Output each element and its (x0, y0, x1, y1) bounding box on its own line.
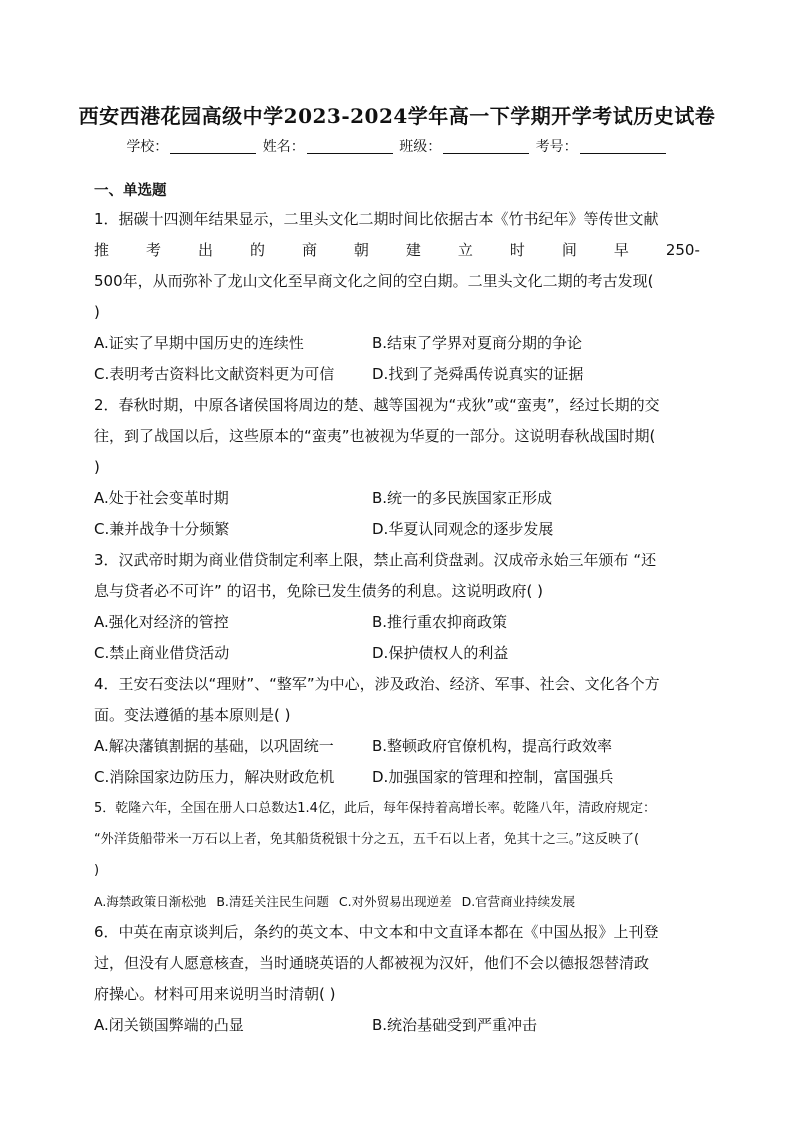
q3-options-row-1 (94, 607, 700, 638)
q1-word: 时 (509, 241, 525, 259)
q3-line-2: 息与贷者必不可许” 的诏书，免除已发生债务的利息。这说明政府( ) (94, 582, 544, 600)
q1-word: 250- (665, 241, 700, 259)
name-blank[interactable] (307, 139, 393, 154)
q1-line-4: ) (94, 303, 100, 321)
q1-option-b[interactable]: B.结束了学界对夏商分期的争论 (372, 334, 583, 352)
q4-options-row-2 (94, 762, 700, 793)
q5-options-row (94, 886, 700, 917)
q1-option-a[interactable]: A.证实了早期中国历史的连续性 (94, 334, 304, 352)
q1-word: 早 (613, 241, 629, 259)
q5-line-2: “外洋货船带米一万石以上者，免其船货税银十分之五，五千石以上者，免其十之三。”这反映了( (94, 832, 640, 847)
question-2 (94, 390, 700, 545)
q5-line-3: ) (94, 863, 100, 878)
q2-option-b[interactable]: B.统一的多民族国家正形成 (372, 489, 553, 507)
question-5 (94, 793, 700, 917)
school-label: 学校： (126, 139, 169, 155)
q2-options-row-2 (94, 514, 700, 545)
question-1 (94, 204, 700, 390)
q1-options-row-1 (94, 328, 700, 359)
q3-option-d[interactable]: D.保护债权人的利益 (372, 644, 509, 662)
exam-title: 西安西港花园高级中学2023-2024学年高一下学期开学考试历史试卷 (78, 104, 716, 128)
q6-options-row-1 (94, 1010, 700, 1041)
q1-word: 间 (561, 241, 577, 259)
q4-option-d[interactable]: D.加强国家的管理和控制，富国强兵 (372, 768, 614, 786)
q4-line-1: 4．王安石变法以“理财”、“整军”为中心，涉及政治、经济、军事、社会、文化各个方 (94, 675, 660, 693)
questions (94, 180, 700, 1041)
student-info-row (0, 136, 794, 156)
q2-option-d[interactable]: D.华夏认同观念的逐步发展 (372, 520, 554, 538)
q5-option-b[interactable]: B.清廷关注民生问题 (216, 894, 329, 909)
q5-option-a[interactable]: A.海禁政策日渐松弛 (94, 894, 207, 909)
q2-line-2: 往，到了战国以后，这些原本的“蛮夷”也被视为华夏的一部分。这说明春秋战国时期( (94, 427, 656, 445)
q2-options-row-1 (94, 483, 700, 514)
q1-line-1: 1．据碳十四测年结果显示，二里头文化二期时间比依据古本《竹书纪年》等传世文献 (94, 210, 659, 228)
q1-option-d[interactable]: D.找到了尧舜禹传说真实的证据 (372, 365, 584, 383)
q6-line-3: 府操心。材料可用来说明当时清朝( ) (94, 985, 336, 1003)
school-blank[interactable] (170, 139, 256, 154)
q1-word: 的 (249, 241, 265, 259)
q1-word: 建 (405, 241, 421, 259)
class-blank[interactable] (443, 139, 529, 154)
q4-option-c[interactable]: C.消除国家边防压力，解决财政危机 (94, 768, 335, 786)
q1-options-row-2 (94, 359, 700, 390)
q3-option-a[interactable]: A.强化对经济的管控 (94, 613, 229, 631)
q2-option-c[interactable]: C.兼并战争十分频繁 (94, 520, 230, 538)
q4-option-b[interactable]: B.整顿政府官僚机构，提高行政效率 (372, 737, 613, 755)
exam-no-blank[interactable] (580, 139, 666, 154)
q3-option-b[interactable]: B.推行重农抑商政策 (372, 613, 508, 631)
q5-option-c[interactable]: C.对外贸易出现逆差 (338, 894, 452, 909)
q1-word: 推 (94, 241, 110, 259)
q1-word: 商 (301, 241, 317, 259)
q3-option-c[interactable]: C.禁止商业借贷活动 (94, 644, 230, 662)
q1-option-c[interactable]: C.表明考古资料比文献资料更为可信 (94, 365, 335, 383)
question-3 (94, 545, 700, 669)
q1-line-3: 500年，从而弥补了龙山文化至早商文化之间的空白期。二里头文化二期的考古发现( (94, 272, 654, 290)
q2-option-a[interactable]: A.处于社会变革时期 (94, 489, 229, 507)
q3-line-1: 3．汉武帝时期为商业借贷制定利率上限，禁止高利贷盘剥。汉成帝永始三年颁布 “还 (94, 551, 657, 569)
q6-option-b[interactable]: B.统治基础受到严重冲击 (372, 1016, 538, 1034)
q1-word: 朝 (353, 241, 369, 259)
name-label: 姓名： (262, 139, 305, 155)
q1-word: 考 (145, 241, 161, 259)
q1-word: 出 (197, 241, 213, 259)
q4-options-row-1 (94, 731, 700, 762)
q4-line-2: 面。变法遵循的基本原则是( ) (94, 706, 291, 724)
exam-no-label: 考号： (535, 139, 578, 155)
q1-word: 立 (457, 241, 473, 259)
q1-line-2 (94, 235, 700, 266)
q2-line-1: 2．春秋时期，中原各诸侯国将周边的楚、越等国视为“戎狄”或“蛮夷”，经过长期的交 (94, 396, 660, 414)
q3-options-row-2 (94, 638, 700, 669)
q2-line-3: ) (94, 458, 100, 476)
question-4 (94, 669, 700, 793)
section-title: 一、单选题 (94, 183, 167, 199)
q6-option-a[interactable]: A.闭关锁国弊端的凸显 (94, 1016, 244, 1034)
question-6 (94, 917, 700, 1041)
q6-line-2: 过，但没有人愿意核查，当时通晓英语的人都被视为汉奸，他们不会以德报怨替清政 (94, 954, 650, 972)
q6-line-1: 6．中英在南京谈判后，条约的英文本、中文本和中文直译本都在《中国丛报》上刊登 (94, 923, 659, 941)
q5-option-d[interactable]: D.官营商业持续发展 (461, 894, 576, 909)
q5-line-1: 5．乾隆六年，全国在册人口总数达1.4亿，此后，每年保持着高增长率。乾隆八年，清政府规定： (94, 801, 656, 816)
class-label: 班级： (399, 139, 442, 155)
q4-option-a[interactable]: A.解决藩镇割据的基础，以巩固统一 (94, 737, 334, 755)
